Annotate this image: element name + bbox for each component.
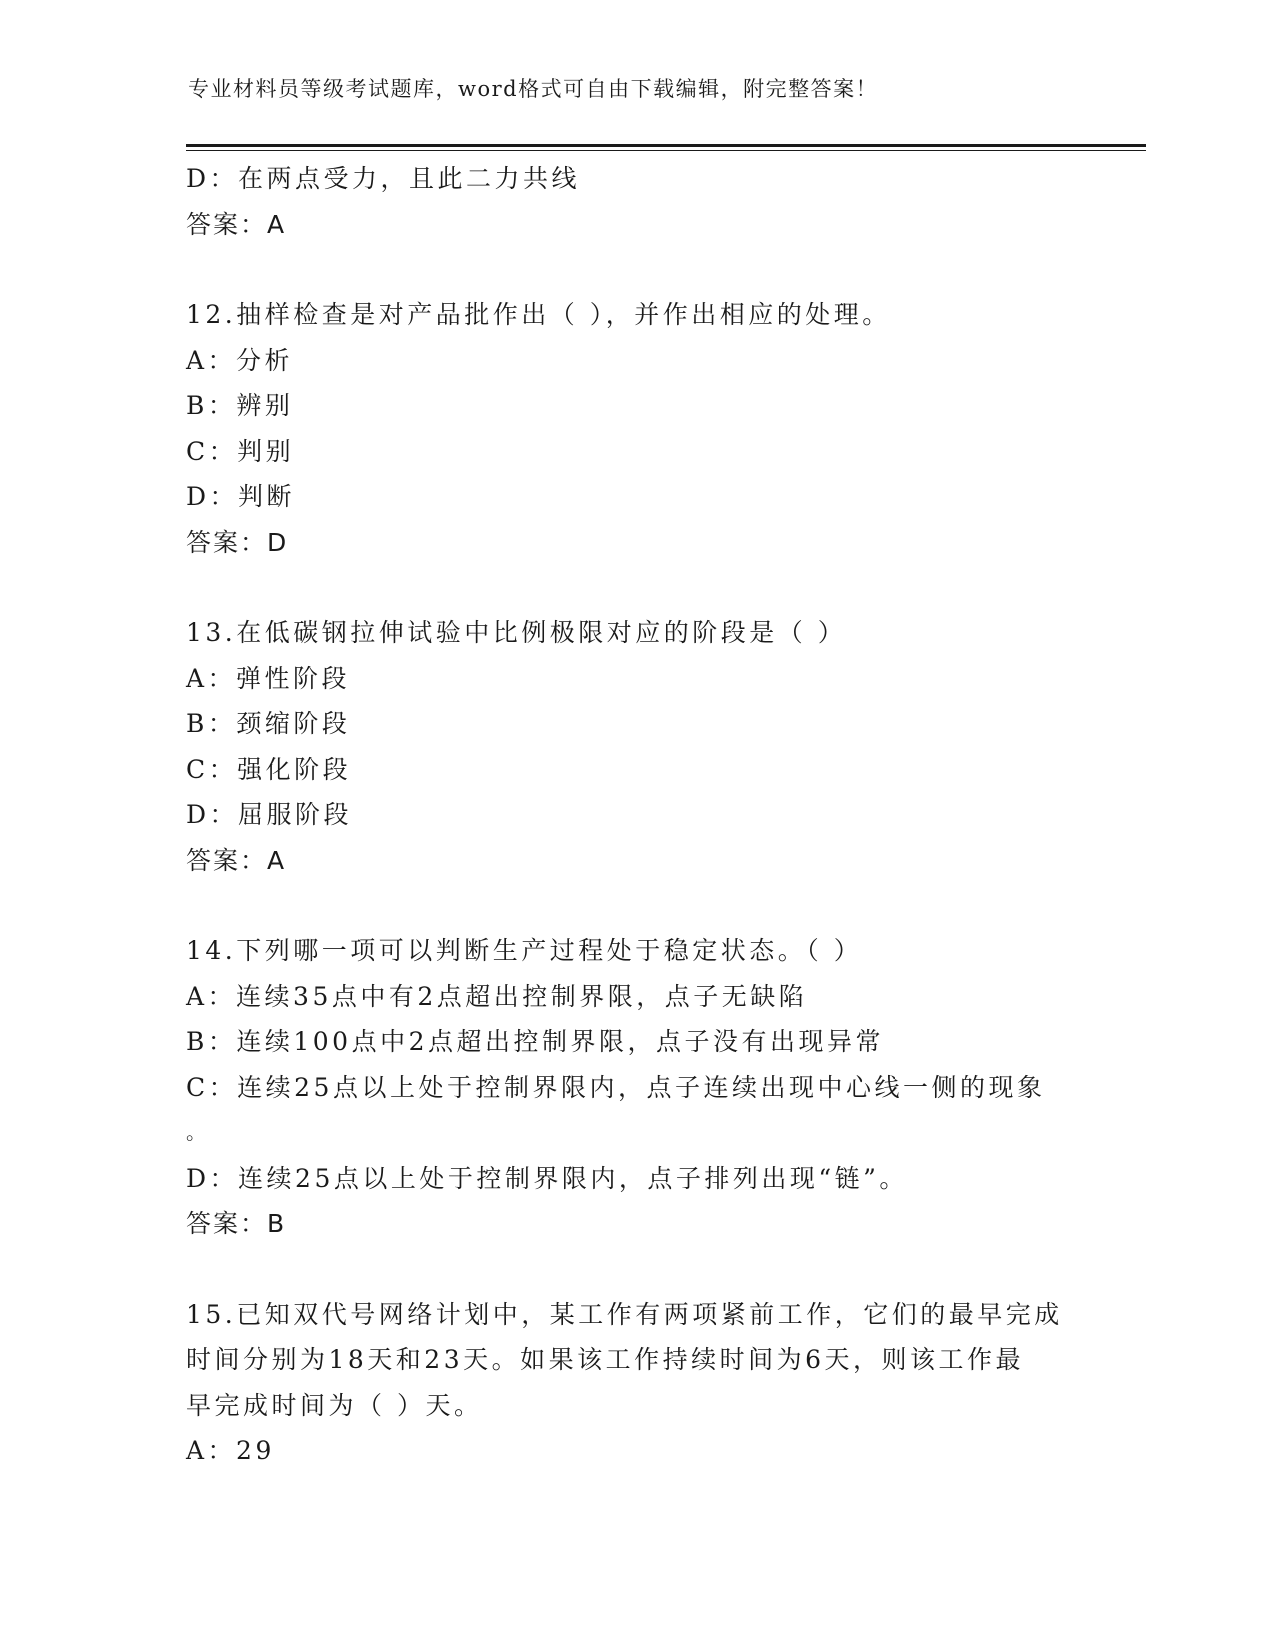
- question-12: [186, 292, 1086, 565]
- header-rule-thick: [186, 144, 1146, 147]
- answer-line: 答案：A: [186, 209, 287, 239]
- question-13: [186, 610, 1086, 883]
- option-c: C：连续25点以上处于控制界限内，点子连续出现中心线一侧的现象: [186, 1072, 1046, 1102]
- spacer: [186, 883, 1086, 928]
- page-header: 专业材料员等级考试题库，word格式可自由下载编辑，附完整答案！: [188, 77, 879, 101]
- question-stem-line-3: 早完成时间为（ ）天。: [186, 1390, 483, 1420]
- question-14: [186, 928, 1086, 1247]
- question-stem-line-2: 时间分别为18天和23天。如果该工作持续时间为6天，则该工作最: [186, 1345, 1025, 1374]
- option-a: A：连续35点中有2点超出控制界限，点子无缺陷: [186, 981, 808, 1011]
- option-c: C：强化阶段: [186, 754, 352, 784]
- question-stem-line-1: 15.已知双代号网络计划中，某工作有两项紧前工作，它们的最早完成: [186, 1299, 1063, 1329]
- option-a: A：分析: [186, 345, 294, 375]
- header-rule-thin: [186, 150, 1146, 151]
- spacer: [186, 565, 1086, 610]
- question-15: [186, 1292, 1086, 1474]
- option-b: B：颈缩阶段: [186, 709, 351, 738]
- option-d: D：连续25点以上处于控制界限内，点子排列出现“链”。: [186, 1163, 908, 1193]
- spacer: [186, 1247, 1086, 1292]
- document-body: [186, 156, 1086, 1474]
- spacer: [186, 247, 1086, 292]
- option-b: B：辨别: [186, 391, 294, 420]
- answer-line: 答案：A: [186, 845, 287, 875]
- question-stem: 13.在低碳钢拉伸试验中比例极限对应的阶段是（ ）: [186, 618, 847, 647]
- option-c: C：判别: [186, 436, 295, 466]
- option-a: A：29: [186, 1436, 275, 1465]
- answer-line: 答案：D: [186, 527, 289, 557]
- option-b: B：连续100点中2点超出控制界限，点子没有出现异常: [186, 1027, 884, 1056]
- option-a: A：弹性阶段: [186, 663, 351, 693]
- question-stem: 14.下列哪一项可以判断生产过程处于稳定状态。（ ）: [186, 936, 863, 965]
- answer-line: 答案：B: [186, 1209, 287, 1238]
- option-d: D：屈服阶段: [186, 800, 353, 829]
- option-d: D：判断: [186, 482, 296, 511]
- option-c-continuation: 。: [186, 1120, 210, 1144]
- option-d: D：在两点受力，且此二力共线: [186, 164, 581, 193]
- question-stem: 12.抽样检查是对产品批作出（ ），并作出相应的处理。: [186, 300, 891, 329]
